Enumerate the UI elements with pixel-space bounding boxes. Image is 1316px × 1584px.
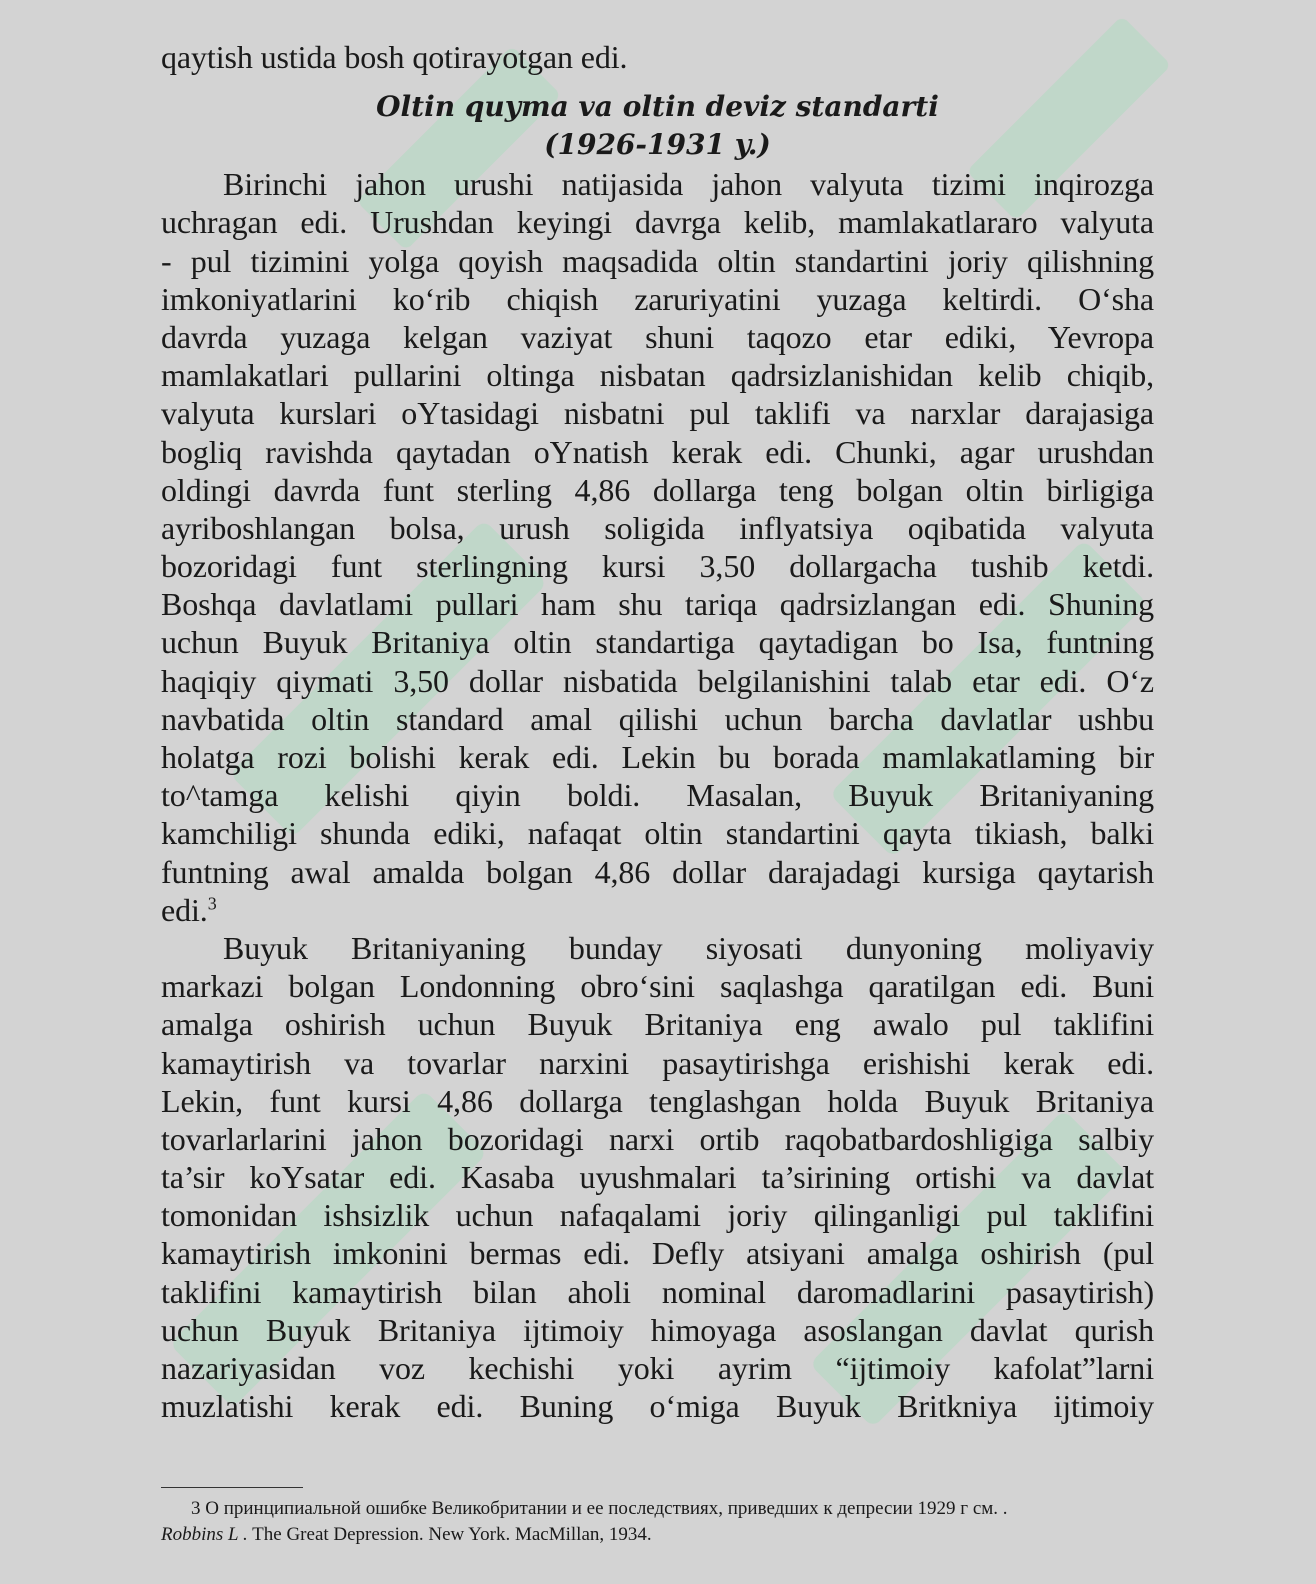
footnote (161, 1496, 1151, 1548)
text-line: taklifini kamaytirish bilan aholi nominal daromadlarini pasaytirish) (161, 1273, 1154, 1310)
document-page (161, 38, 1154, 1425)
text-line: tomonidan ishsizlik uchun nafaqalami joriy qilinganligi pul taklifini (161, 1197, 1154, 1234)
text-line: nazariyasidan voz kechishi yoki ayrim “ijtimoiy kafolat”larni (161, 1350, 1154, 1386)
text-line: bozoridagi funt sterlingning kursi 3,50 dollargacha tushib ketdi. (161, 548, 1154, 585)
text-line: Boshqa davlatlami pullari ham shu tariqa qadrsizlangan edi. Shuning (161, 586, 1154, 623)
section-title: Oltin quyma va oltin deviz standarti (376, 90, 939, 124)
text-line: Lekin, funt kursi 4,86 dollarga tenglashgan holda Buyuk Britaniya (161, 1082, 1154, 1119)
text-line: - pul tizimini yolga qoyish maqsadida oltin standartini joriy qilishning (161, 242, 1154, 279)
text-line: Birinchi jahon urushi natijasida jahon valyuta tizimi inqirozga (223, 166, 1154, 203)
text-line: to^tamga kelishi qiyin boldi. Masalan, Buyuk Britaniyaning (161, 777, 1154, 814)
text-line: muzlatishi kerak edi. Buning o‘miga Buyuk Britkniya ijtimoiy (161, 1388, 1154, 1425)
footnote-line (161, 1522, 1151, 1548)
text-line: uchragan edi. Urushdan keyingi davrga kelib, mamlakatlararo valyuta (161, 204, 1154, 241)
footnote-divider (161, 1487, 303, 1488)
text-line: imkoniyatlarini ko‘rib chiqish zaruriyatini yuzaga keltirdi. O‘sha (161, 280, 1154, 317)
text-line: qaytish ustida bosh qotirayotgan edi. (161, 39, 628, 75)
footnote-author: Robbins L . (161, 1524, 248, 1545)
text-line: valyuta kurslari oYtasidagi nisbatni pul taklifi va narxlar darajasiga (161, 395, 1154, 432)
text-line: ayriboshlangan bolsa, urush soligida inflyatsiya oqibatida valyuta (161, 509, 1154, 546)
text-line: uchun Buyuk Britaniya ijtimoiy himoyaga asoslangan davlat qurish (161, 1311, 1154, 1348)
text-line: navbatida oltin standard amal qilishi uchun barcha davlatlar ushbu (161, 700, 1154, 737)
text-line: kamaytirish va tovarlar narxini pasaytirishga erishishi kerak edi. (161, 1044, 1154, 1081)
text-line: kamaytirish imkonini bermas edi. Defly atsiyani amalga oshirish (pul (161, 1235, 1154, 1272)
text-line: haqiqiy qiymati 3,50 dollar nisbatida belgilanishini talab etar edi. O‘z (161, 662, 1154, 699)
text-line (161, 891, 1154, 929)
text-line: oldingi davrda funt sterling 4,86 dollarga teng bolgan oltin birligiga (161, 471, 1154, 508)
footnote-line: 3 О принципиальной ошибке Великобритании и ее последствиях, приведших к депресии 1929 г см. . (191, 1498, 1008, 1519)
text-line: amalga oshirish uchun Buyuk Britaniya eng awalo pul taklifini (161, 1006, 1154, 1043)
text-line: uchun Buyuk Britaniya oltin standartiga qaytadigan bo Isa, funtning (161, 624, 1154, 661)
text-line: mamlakatlari pullarini oltinga nisbatan qadrsizlanishidan kelib chiqib, (161, 357, 1154, 394)
text-line: Buyuk Britaniyaning bunday siyosati dunyoning moliyaviy (223, 929, 1154, 966)
footnote-ref: 3 (207, 893, 217, 914)
section-subtitle: (1926-1931 y.) (544, 128, 771, 162)
paragraph-1 (161, 165, 1154, 891)
text-line: holatga rozi bolishi kerak edi. Lekin bu borada mamlakatlaming bir (161, 739, 1154, 775)
text-line: kamchiligi shunda ediki, nafaqat oltin standartini qayta tikiash, balki (161, 815, 1154, 852)
text-line: bogliq ravishda qaytadan oYnatish kerak edi. Chunki, agar urushdan (161, 433, 1154, 470)
text-line: markazi bolgan Londonning obro‘sini saqlashga qaratilgan edi. Buni (161, 968, 1154, 1005)
paragraph-2 (161, 929, 1154, 1425)
text-span: edi. (161, 891, 208, 928)
text-line: davrda yuzaga kelgan vaziyat shuni taqozo etar ediki, Yevropa (161, 318, 1154, 355)
text-line: tovarlarlarini jahon bozoridagi narxi ortib raqobatbardoshligiga salbiy (161, 1120, 1154, 1157)
footnote-citation: The Great Depression. New York. MacMillan, 1934. (247, 1524, 652, 1545)
text-line: funtning awal amalda bolgan 4,86 dollar darajadagi kursiga qaytarish (161, 853, 1154, 890)
text-line: ta’sir koYsatar edi. Kasaba uyushmalari ta’sirining ortishi va davlat (161, 1159, 1154, 1196)
